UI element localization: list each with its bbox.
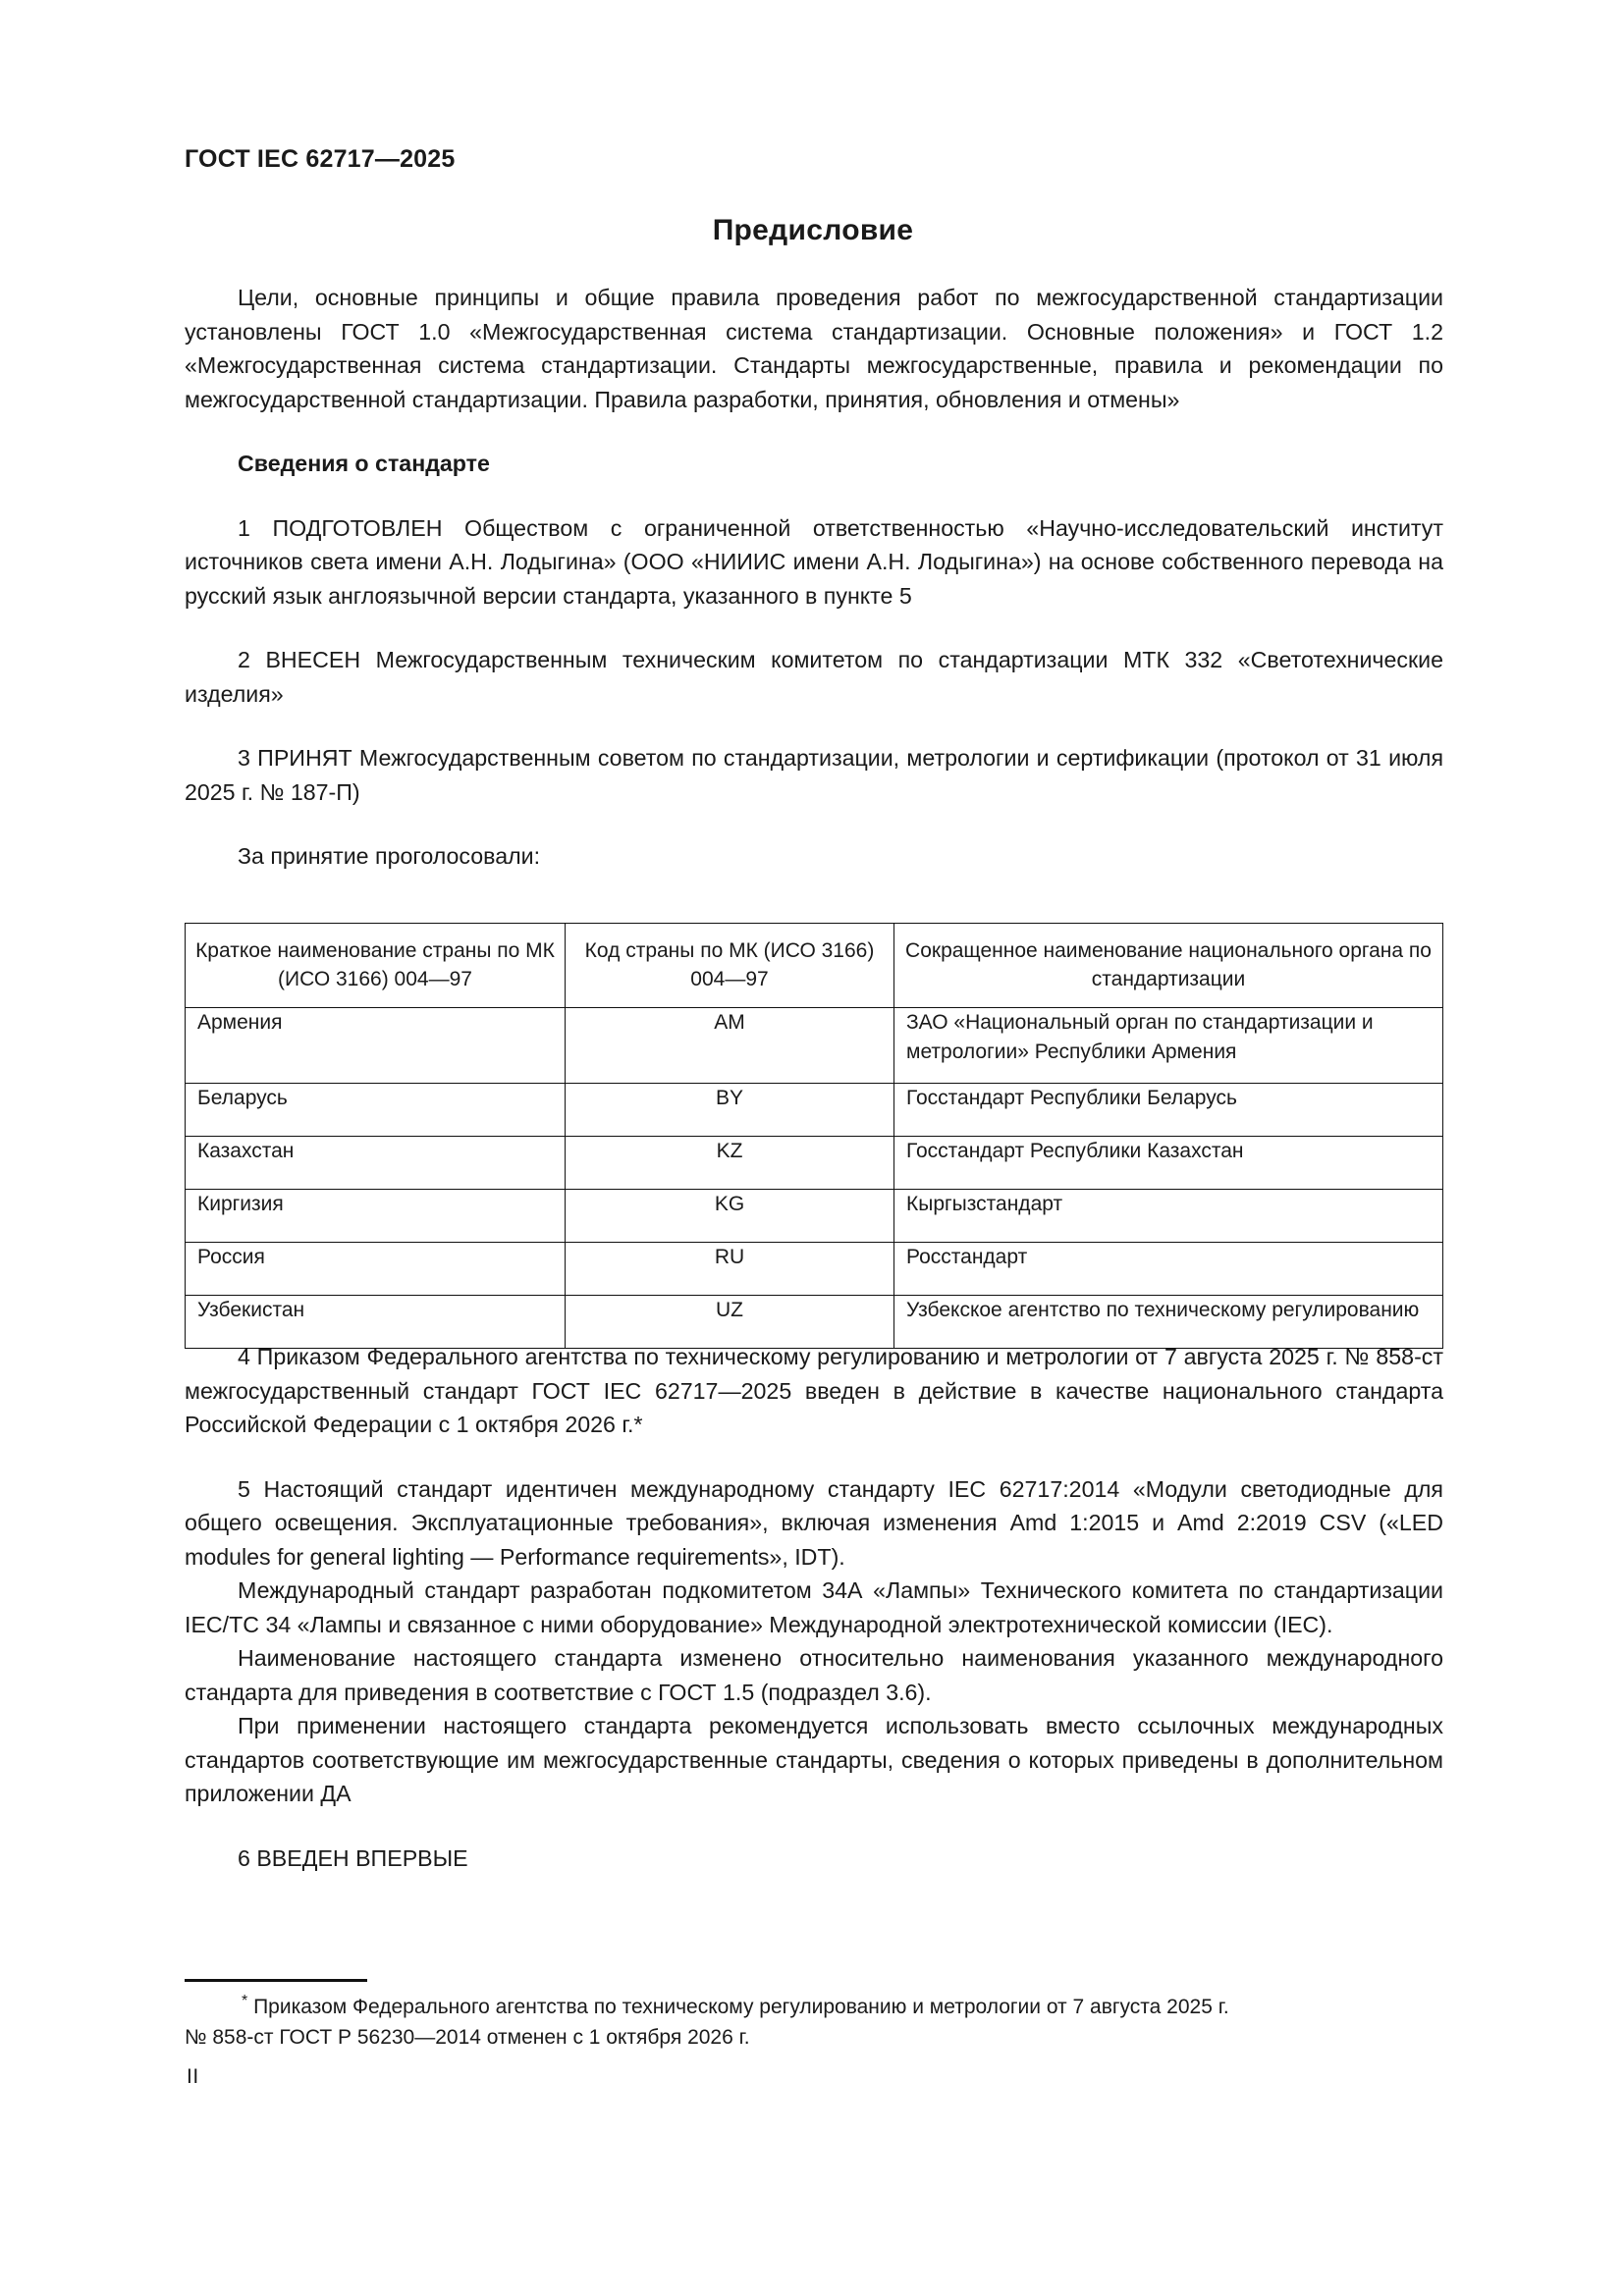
cell-authority: Госстандарт Республики Казахстан	[894, 1137, 1443, 1190]
column-header-country: Краткое наименование страны по МК (ИСО 3166) 004—97	[186, 924, 566, 1008]
cell-code: KG	[566, 1190, 894, 1243]
vote-table	[185, 923, 1443, 1349]
cell-country: Киргизия	[186, 1190, 566, 1243]
cell-code: RU	[566, 1243, 894, 1296]
clause-1: 1 ПОДГОТОВЛЕН Обществом с ограниченной ответственностью «Научно-исследовательский институт источников света имени А.Н. Лодыгина» (ООО «НИИИС имени А.Н. Лодыгина») на основе собственного перевода на русский язык англоязычной версии стандарта, указанного в пункте 5	[185, 514, 1443, 609]
cell-country: Узбекистан	[186, 1296, 566, 1349]
clause-5-part-1: 5 Настоящий стандарт идентичен международному стандарту IEC 62717:2014 «Модули светодиодные для общего освещения. Эксплуатационные требования», включая изменения Amd 1:2015 и Amd 2:2019 CSV («LED modules for general lighting — Performance requirements», IDT).	[185, 1475, 1443, 1570]
cell-code: KZ	[566, 1137, 894, 1190]
column-header-authority: Сокращенное наименование национального органа по стандартизации	[894, 924, 1443, 1008]
cell-code: AM	[566, 1008, 894, 1084]
page-number: II	[187, 2065, 199, 2088]
table-row	[186, 1190, 1443, 1243]
clause-5-part-4: При применении настоящего стандарта рекомендуется использовать вместо ссылочных международных стандартов соответствующие им межгосударственные стандарты, сведения о которых приведены в дополнительном приложении ДА	[185, 1713, 1443, 1806]
column-header-code: Код страны по МК (ИСО 3166) 004—97	[566, 924, 894, 1008]
cell-authority: Узбекское агентство по техническому регулированию	[894, 1296, 1443, 1349]
table-row	[186, 1008, 1443, 1084]
table-row	[186, 1137, 1443, 1190]
footnote-text-line-1	[185, 1992, 1443, 2022]
footnote-separator	[185, 1979, 367, 1982]
foreword-lower-body	[185, 1340, 1443, 1875]
cell-country: Россия	[186, 1243, 566, 1296]
clause-5-part-3: Наименование настоящего стандарта изменено относительно наименования указанного международного стандарта для приведения в соответствие с ГОСТ 1.5 (подраздел 3.6).	[185, 1645, 1443, 1705]
clause-4: 4 Приказом Федерального агентства по техническому регулированию и метрологии от 7 августа 2025 г. № 858-ст межгосударственный стандарт ГОСТ IEC 62717—2025 введен в действие в качестве национального стандарта Российской Федерации с 1 октября 2026 г.*	[185, 1344, 1443, 1437]
clause-5-part-2: Международный стандарт разработан подкомитетом 34А «Лампы» Технического комитета по стандартизации IEC/TC 34 «Лампы и связанное с ними оборудование» Международной электротехнической комиссии (IEC).	[185, 1577, 1443, 1637]
foreword-upper-body	[185, 281, 1443, 874]
footnote-block	[185, 1979, 1443, 2053]
cell-authority: Росстандарт	[894, 1243, 1443, 1296]
cell-code: UZ	[566, 1296, 894, 1349]
subheading-standard-info: Сведения о стандарте	[238, 451, 490, 476]
cell-authority: ЗАО «Национальный орган по стандартизации и метрологии» Республики Армения	[894, 1008, 1443, 1084]
cell-authority: Кыргызстандарт	[894, 1190, 1443, 1243]
cell-country: Казахстан	[186, 1137, 566, 1190]
vote-table-container	[185, 923, 1443, 1349]
footnote-marker: *	[242, 1993, 248, 2009]
intro-paragraph: Цели, основные принципы и общие правила проведения работ по межгосударственной стандартизации установлены ГОСТ 1.0 «Межгосударственная система стандартизации. Основные положения» и ГОСТ 1.2 «Межгосударственная система стандартизации. Стандарты межгосударственные, правила и рекомендации по межгосударственной стандартизации. Правила разработки, принятия, обновления и отмены»	[185, 285, 1443, 412]
clause-3: 3 ПРИНЯТ Межгосударственным советом по стандартизации, метрологии и сертификации (протокол от 31 июля 2025 г. № 187-П)	[185, 745, 1443, 805]
cell-country: Беларусь	[186, 1084, 566, 1137]
page-title: Предисловие	[712, 214, 914, 246]
clause-2: 2 ВНЕСЕН Межгосударственным техническим комитетом по стандартизации МТК 332 «Светотехнические изделия»	[185, 647, 1443, 707]
clause-6: 6 ВВЕДЕН ВПЕРВЫЕ	[238, 1844, 468, 1871]
table-row	[186, 1243, 1443, 1296]
cell-country: Армения	[186, 1008, 566, 1084]
running-header: ГОСТ IEC 62717—2025	[185, 145, 456, 173]
table-row	[186, 1084, 1443, 1137]
vote-table-body	[186, 1008, 1443, 1349]
vote-intro: За принятие проголосовали:	[238, 843, 541, 869]
footnote-line-1-text: Приказом Федерального агентства по техническому регулированию и метрологии от 7 августа 2025 г.	[253, 1996, 1229, 2018]
table-header-row	[186, 924, 1443, 1008]
cell-authority: Госстандарт Республики Беларусь	[894, 1084, 1443, 1137]
footnote-text-line-2: № 858-ст ГОСТ Р 56230—2014 отменен с 1 октября 2026 г.	[185, 2026, 750, 2049]
vote-table-head	[186, 924, 1443, 1008]
cell-code: BY	[566, 1084, 894, 1137]
